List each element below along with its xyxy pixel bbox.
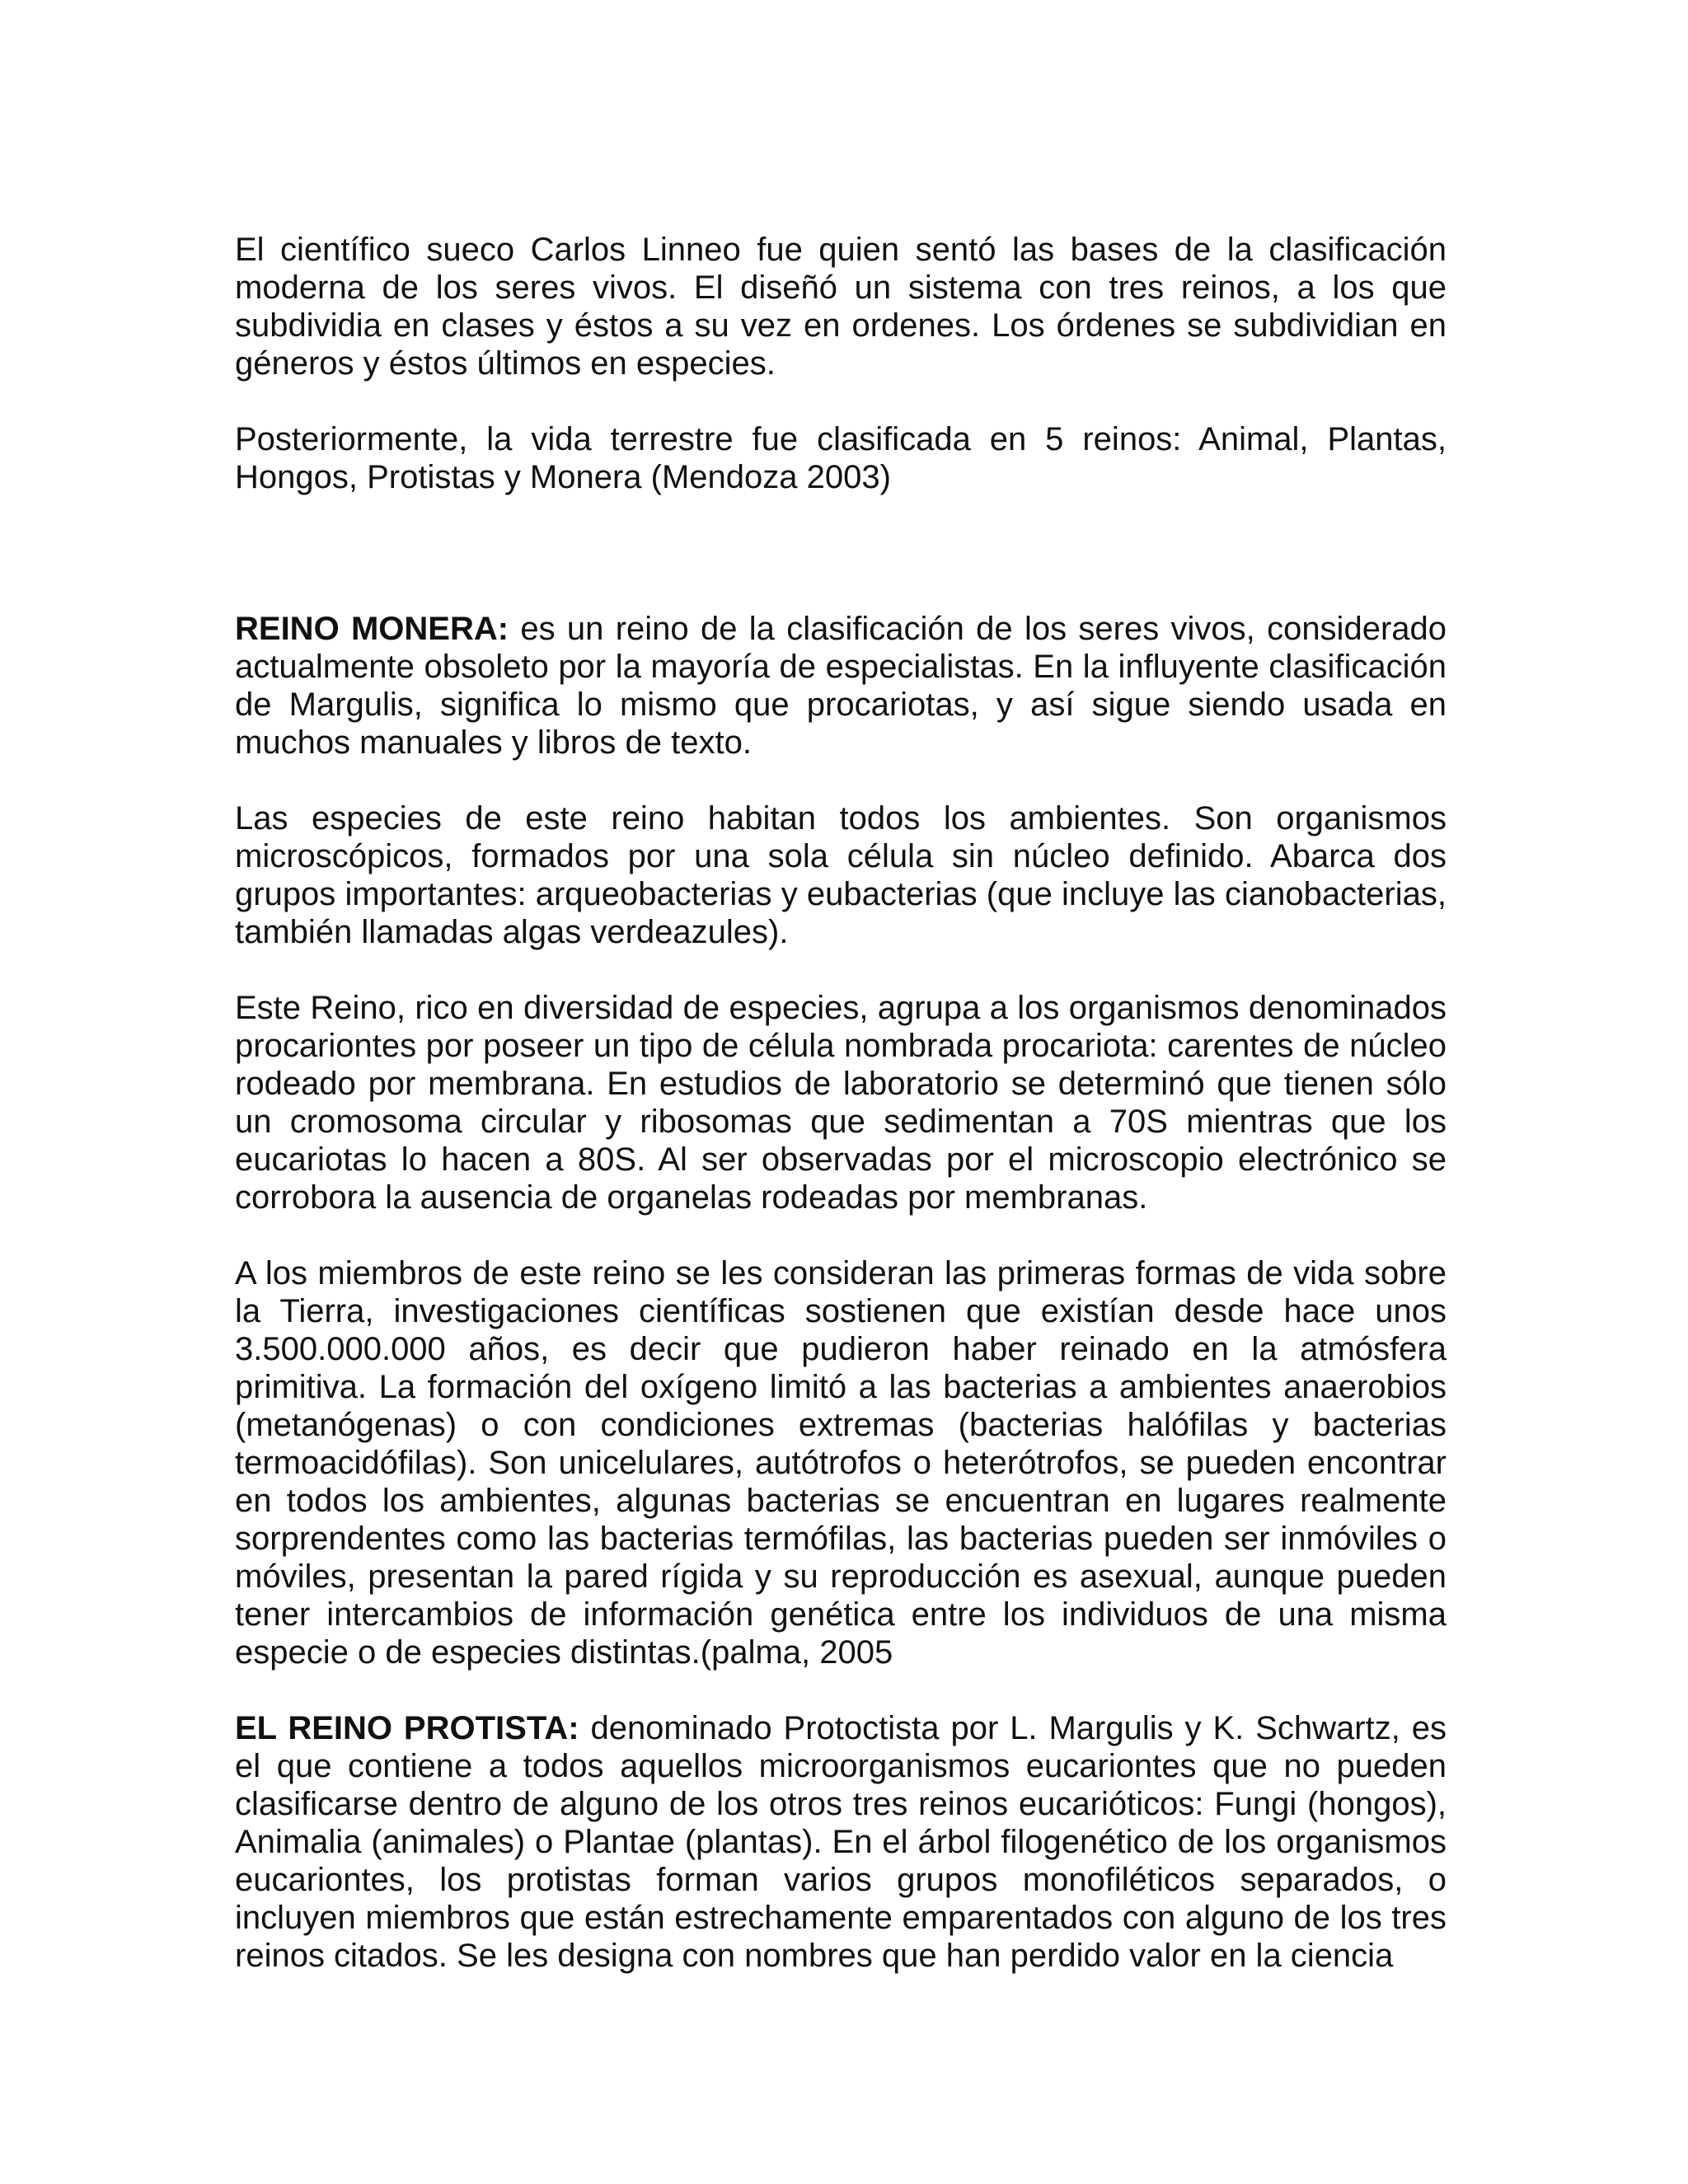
paragraph-text: A los miembros de este reino se les consideran las primeras formas de vida sobre la Tierra, investigaciones científicas sostienen que existían desde hace unos 3.500.000.000 años, es decir que pudieron haber reinado en la atmósfera primitiva. La formación del oxígeno limitó a las bacterias a ambientes anaerobios (metanógenas) o con condiciones extremas (bacterias halófilas y bacterias termoacidófilas). Son unicelulares, autótrofos o heterótrofos, se pueden encontrar en todos los ambientes, algunas bacterias se encuentran en lugares realmente sorprendentes como las bacterias termófilas, las bacterias pueden ser inmóviles o móviles, presentan la pared rígida y su reproducción es asexual, aunque pueden tener intercambios de información genética entre los individuos de una misma especie o de especies distintas.(palma, 2005: [235, 1255, 1447, 1671]
document-body: [235, 231, 1447, 2013]
section-heading-protista: EL REINO PROTISTA:: [235, 1710, 579, 1746]
paragraph-text: Este Reino, rico en diversidad de especies, agrupa a los organismos denominados procariontes por poseer un tipo de célula nombrada procariota: carentes de núcleo rodeado por membrana. En estudios de laboratorio se determinó que tienen sólo un cromosoma circular y ribosomas que sedimentan a 70S mientras que los eucariotas lo hacen a 80S. Al ser observadas por el microscopio electrónico se corrobora la ausencia de organelas rodeadas por membranas.: [235, 990, 1447, 1216]
paragraph-text: Posteriormente, la vida terrestre fue clasificada en 5 reinos: Animal, Plantas, Hongos, Protistas y Monera (Mendoza 2003): [235, 421, 1447, 495]
paragraph-monera-origins: [235, 1254, 1447, 1671]
paragraph-text: El científico sueco Carlos Linneo fue quien sentó las bases de la clasificación moderna de los seres vivos. El diseñó un sistema con tres reinos, a los que subdividia en clases y éstos a su vez en ordenes. Los órdenes se subdividian en géneros y éstos últimos en especies.: [235, 232, 1447, 382]
paragraph-monera-species: [235, 799, 1447, 951]
paragraph-text: es un reino de la clasificación de los seres vivos, considerado actualmente obsoleto por la mayoría de especialistas. En la influyente clasificación de Margulis, significa lo mismo que procariotas, y así sigue siendo usada en muchos manuales y libros de texto.: [235, 611, 1447, 761]
paragraph-text: Las especies de este reino habitan todos los ambientes. Son organismos microscópicos, formados por una sola célula sin núcleo definido. Abarca dos grupos importantes: arqueobacterias y eubacterias (que incluye las cianobacterias, también llamadas algas verdeazules).: [235, 800, 1447, 950]
paragraph-reino-monera: [235, 610, 1447, 762]
paragraph-linneo: [235, 231, 1447, 382]
section-heading-monera: REINO MONERA:: [235, 611, 509, 647]
paragraph-five-kingdoms: [235, 420, 1447, 496]
paragraph-monera-cells: [235, 989, 1447, 1216]
paragraph-reino-protista: [235, 1709, 1447, 1975]
paragraph-text: denominado Protoctista por L. Margulis y K. Schwartz, es el que contiene a todos aquellos microorganismos eucariontes que no pueden clasificarse dentro de alguno de los otros tres reinos eucarióticos: Fungi (hongos), Animalia (animales) o Plantae (plantas). En el árbol filogenético de los organismos eucariontes, los protistas forman varios grupos monofiléticos separados, o incluyen miembros que están estrechamente emparentados con alguno de los tres reinos citados. Se les designa con nombres que han perdido valor en la ciencia: [235, 1710, 1447, 1974]
